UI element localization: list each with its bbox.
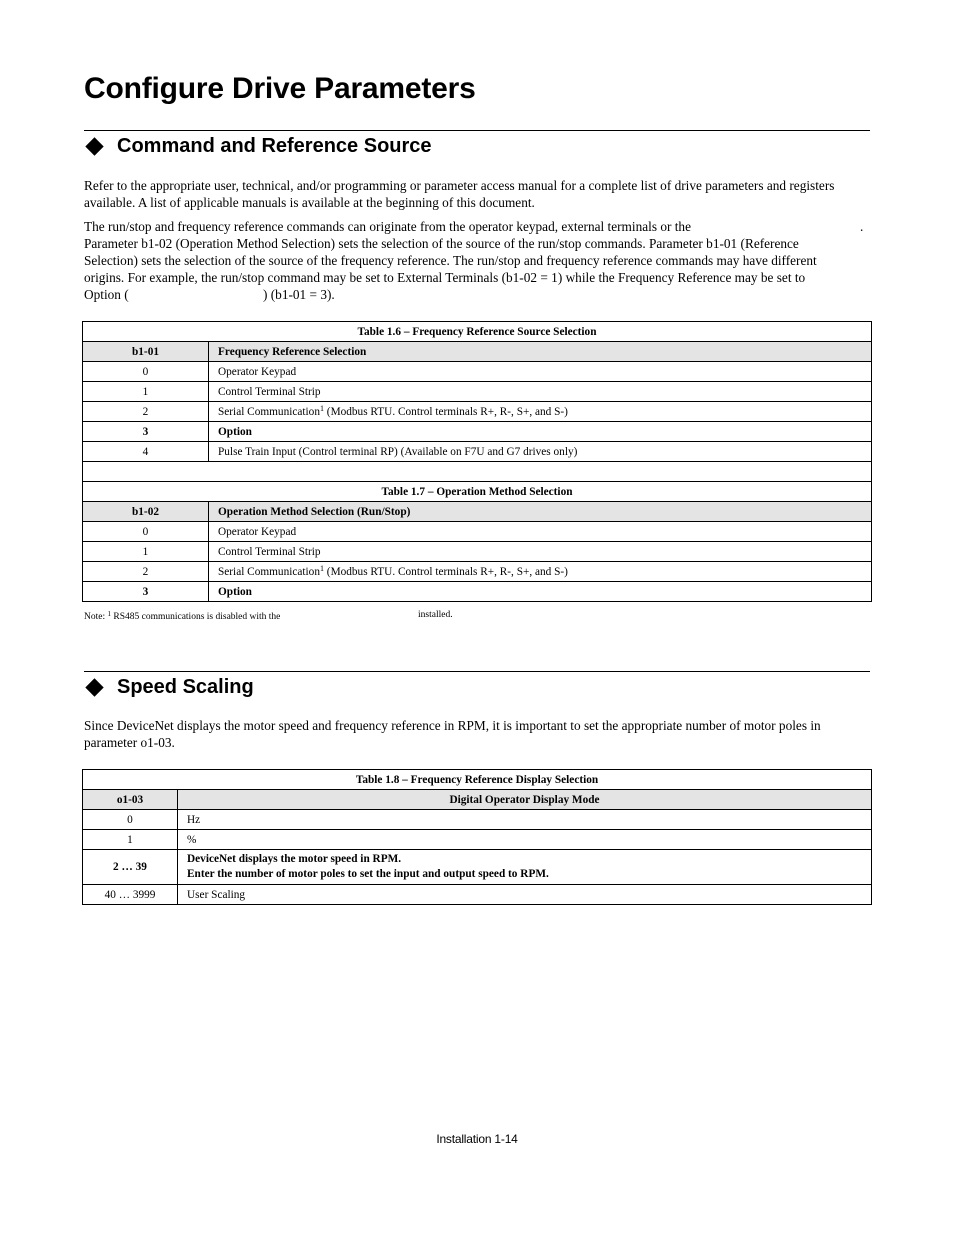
table-cell	[209, 562, 872, 582]
footnote-marker: 1	[319, 403, 324, 413]
table-row	[83, 885, 872, 905]
paragraph-line: The run/stop and frequency reference commands can originate from the operator keypad, external terminals or the	[84, 219, 691, 234]
page-title: Configure Drive Parameters	[84, 72, 476, 105]
cell-text: (Modbus RTU. Control terminals R+, R-, S+, and S-)	[323, 405, 568, 418]
table-row	[83, 810, 872, 830]
table-cell: Control Terminal Strip	[209, 542, 872, 562]
table-cell: Operator Keypad	[209, 362, 872, 382]
section-divider	[84, 671, 870, 672]
paragraph-line: Selection) sets the selection of the source of the frequency reference. The run/stop and frequency reference commands may have different	[84, 253, 817, 268]
cell-text: Serial Communication	[218, 565, 320, 578]
table-cell: 1	[83, 542, 209, 562]
table-cell: Hz	[178, 810, 872, 830]
table-cell: 0	[83, 362, 209, 382]
table-caption: Table 1.8 – Frequency Reference Display Selection	[83, 770, 872, 790]
paragraph-line-end: .	[860, 219, 864, 234]
cell-text: Enter the number of motor poles to set the input and output speed to RPM.	[187, 868, 549, 880]
table-row	[83, 522, 872, 542]
table-cell: 0	[83, 810, 178, 830]
table-cell: %	[178, 830, 872, 850]
note-text: RS485 communications is disabled with the	[113, 612, 281, 622]
table-spacer	[83, 462, 872, 482]
section-heading-speed-scaling	[84, 676, 254, 699]
table-row	[83, 850, 872, 885]
diamond-bullet-icon	[85, 678, 103, 696]
note-label: Note:	[84, 612, 106, 622]
note-text-end: installed.	[418, 610, 453, 620]
cell-text: DeviceNet displays the motor speed in RPM.	[187, 853, 402, 865]
column-header: b1-02	[83, 502, 209, 522]
paragraph-line: Parameter b1-02 (Operation Method Selection) sets the selection of the source of the run/stop commands. Parameter b1-01 (Reference	[84, 236, 799, 251]
table-cell: Option	[209, 422, 872, 442]
table-row	[83, 442, 872, 462]
table-cell: Operator Keypad	[209, 522, 872, 542]
section-heading-text: Speed Scaling	[117, 676, 254, 698]
column-header: o1-03	[83, 790, 178, 810]
frequency-reference-display-table	[82, 769, 872, 905]
table-cell: 1	[83, 830, 178, 850]
frequency-reference-source-table	[82, 321, 872, 602]
paragraph-line: Option (	[84, 287, 129, 302]
column-header: Frequency Reference Selection	[209, 342, 872, 362]
table-row	[83, 382, 872, 402]
paragraph-speed-scaling: Since DeviceNet displays the motor speed and frequency reference in RPM, it is important to set the appropriate number of motor poles in parameter o1-03.	[84, 718, 821, 750]
table-cell	[178, 850, 872, 885]
table-cell: 2	[83, 402, 209, 422]
section-divider	[84, 130, 870, 131]
table-row	[83, 830, 872, 850]
table-row	[83, 542, 872, 562]
table-cell: Pulse Train Input (Control terminal RP) (Available on F7U and G7 drives only)	[209, 442, 872, 462]
table-row	[83, 402, 872, 422]
paragraph-command-sources	[84, 218, 870, 303]
table-cell	[209, 402, 872, 422]
footnote-marker: 1	[319, 563, 324, 573]
column-header: b1-01	[83, 342, 209, 362]
table-footnote	[84, 610, 453, 622]
table-row	[83, 422, 872, 442]
table-row	[83, 362, 872, 382]
table-row	[83, 582, 872, 602]
cell-text: (Modbus RTU. Control terminals R+, R-, S+, and S-)	[323, 565, 568, 578]
section-heading-command-reference	[84, 135, 432, 158]
table-cell: Control Terminal Strip	[209, 382, 872, 402]
diamond-bullet-icon	[85, 137, 103, 155]
table-cell: 3	[83, 422, 209, 442]
table-cell: Option	[209, 582, 872, 602]
table-cell: 4	[83, 442, 209, 462]
paragraph-intro: Refer to the appropriate user, technical, and/or programming or parameter access manual for a complete list of drive parameters and registers available. A list of applicable manuals is available at the beginning of this document.	[84, 178, 835, 210]
table-cell: 3	[83, 582, 209, 602]
table-cell: 2	[83, 562, 209, 582]
table-cell: 0	[83, 522, 209, 542]
table-row	[83, 562, 872, 582]
table-caption: Table 1.6 – Frequency Reference Source Selection	[83, 322, 872, 342]
table-cell: User Scaling	[178, 885, 872, 905]
section-heading-text: Command and Reference Source	[117, 135, 432, 157]
table-cell: 1	[83, 382, 209, 402]
table-cell: 2 … 39	[83, 850, 178, 885]
table-cell: 40 … 3999	[83, 885, 178, 905]
cell-text: Serial Communication	[218, 405, 320, 418]
paragraph-line: origins. For example, the run/stop command may be set to External Terminals (b1-02 = 1) while the Frequency Reference may be set to	[84, 270, 806, 285]
column-header: Digital Operator Display Mode	[178, 790, 872, 810]
table-caption: Table 1.7 – Operation Method Selection	[83, 482, 872, 502]
page-footer: Installation 1-14	[436, 1132, 518, 1146]
column-header: Operation Method Selection (Run/Stop)	[209, 502, 872, 522]
footnote-marker: 1	[107, 610, 111, 618]
paragraph-line-end: ) (b1-01 = 3).	[263, 287, 335, 302]
